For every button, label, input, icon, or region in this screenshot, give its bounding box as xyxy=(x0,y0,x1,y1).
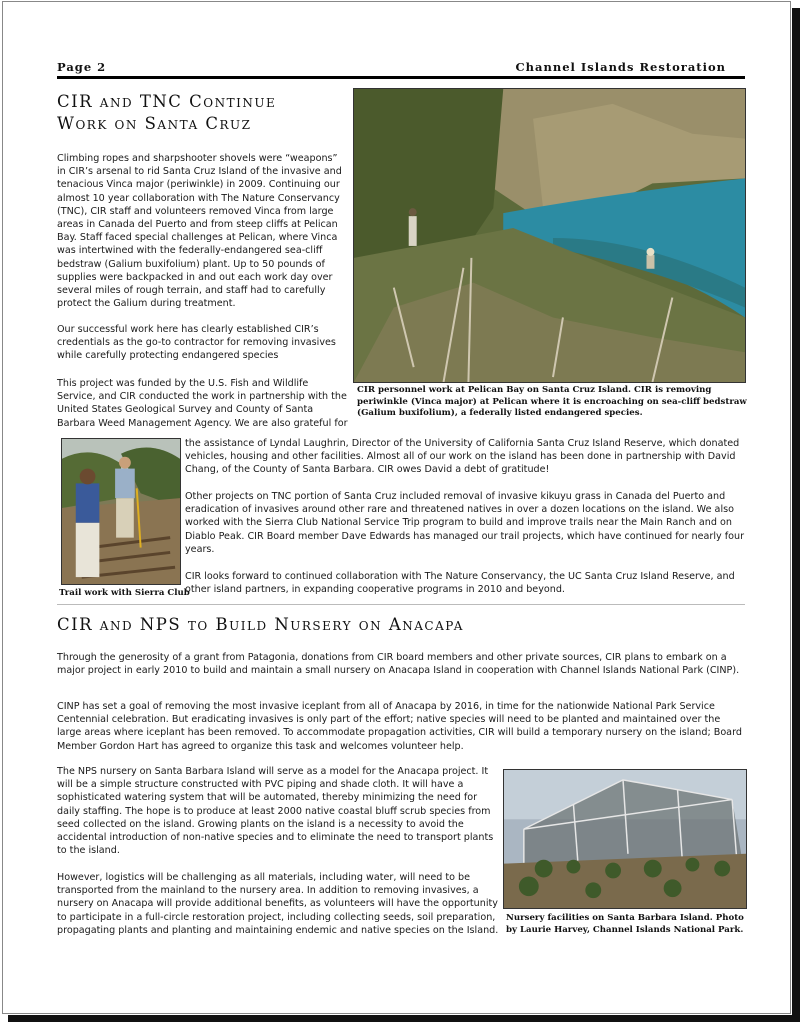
article2-paragraph-3: The NPS nursery on Santa Barbara Island will serve as a model for the Anacapa project. It will be a simple structure constructed with PVC piping and shade cloth. It will have a sophisticated watering system that will be automated, thereby minimizing the need for daily staffing. The hope is to produce at least 2000 native coastal bluff scrub species from seed collected on the island. Growing plants on the island is a necessity to avoid the accidental introduction of non-native species and to eliminate the need to transport plants to the island. xyxy=(57,766,494,857)
article2-paragraph-1: Through the generosity of a grant from Patagonia, donations from CIR board members and other private sources, CIR plans to embark on a major project in early 2010 to build and maintain a small nursery on Anacapa Island in cooperation with Channel Islands National Park (CINP). xyxy=(57,652,740,677)
page-shadow-bottom xyxy=(8,1015,800,1022)
trail-work-caption: Trail work with Sierra Club xyxy=(59,588,190,598)
article1-paragraph-3-continued: the assistance of Lyndal Laughrin, Director of the University of California Santa Cruz Island Reserve, which donated vehicles, housing and other facilities. Almost all of our work on the island has been done in partnership with David Chang, of the County of Santa Barbara. CIR owes David a debt of gratitude! xyxy=(185,438,740,476)
header-rule xyxy=(57,76,745,79)
pelican-bay-photo xyxy=(353,88,746,383)
pelican-bay-caption: CIR personnel work at Pelican Bay on Santa Cruz Island. CIR is removing periwinkle (Vinca major) at Pelican where it is encroaching on sea-cliff bedstraw (Galium buxifolium), a federally listed endangered species. xyxy=(357,385,747,418)
nursery-caption: Nursery facilities on Santa Barbara Island. Photo by Laurie Harvey, Channel Islands National Park. xyxy=(506,913,744,935)
article2-paragraph-2: CINP has set a goal of removing the most invasive iceplant from all of Anacapa by 2016, in time for the nationwide National Park Service Centennial celebration. But eradicating invasives is only part of the effort; native species will need to be planted and maintained over the large areas where iceplant has been removed. To accommodate propagation activities, CIR will build a temporary nursery on the island; Board Member Gordon Hart has agreed to organize this task and welcomes volunteer help. xyxy=(57,701,742,752)
section-divider xyxy=(57,604,745,605)
article1-paragraph-4: Other projects on TNC portion of Santa Cruz included removal of invasive kikuyu grass in Canada del Puerto and eradication of invasives around other rare and threatened natives in over a dozen locations on the island. We also worked with the Sierra Club National Service Trip program to build and improve trails near the Main Ranch and on Diablo Peak. CIR Board member Dave Edwards has managed our trail projects, which have continued for nearly four years. xyxy=(185,491,745,555)
article1-paragraph-5: CIR looks forward to continued collaboration with The Nature Conservancy, the UC Santa Cruz Island Reserve, and other island partners, in expanding cooperative programs in 2010 and beyond. xyxy=(185,571,735,596)
article1-paragraph-1: Climbing ropes and sharpshooter shovels were “weapons” in CIR’s arsenal to rid Santa Cruz Island of the invasive and tenacious Vinca major (periwinkle) in 2009. Continuing our almost 10 year collaboration with The Nature Conservancy (TNC), CIR staff and volunteers removed Vinca from large areas in Canada del Puerto and from steep cliffs at Pelican Bay. Staff faced special challenges at Pelican, where Vinca was intertwined with the federally-endangered sea-cliff bedstraw (Galium buxifolium) plant. Up to 50 pounds of supplies were backpacked in and out each work day over several miles of rough terrain, and staff had to carefully protect the Galium during treatment. xyxy=(57,153,342,310)
article1-title-line1: CIR and TNC Continue xyxy=(57,92,277,111)
article2-title: CIR and NPS to Build Nursery on Anacapa xyxy=(57,615,464,634)
article1-title-line2: Work on Santa Cruz xyxy=(57,114,252,133)
article2-paragraph-4: However, logistics will be challenging as all materials, including water, will need to be transported from the mainland to the nursery area. In addition to removing invasives, a nursery on Anacapa will provide additional benefits, as volunteers will have the opportunity to participate in a full-circle restoration project, including collecting seeds, soil preparation, propagating plants and planting and maintaining endemic and native species on the Island. xyxy=(57,872,499,936)
trail-work-photo xyxy=(61,438,181,585)
page-shadow-right xyxy=(792,8,800,1022)
newsletter-name: Channel Islands Restoration xyxy=(515,60,726,74)
page-number: Page 2 xyxy=(57,60,107,74)
article1-paragraph-3: This project was funded by the U.S. Fish and Wildlife Service, and CIR conducted the work in partnership with the United States Geological Survey and County of Santa Barbara Weed Management Agency. We are also grateful for xyxy=(57,378,348,429)
nursery-photo xyxy=(503,769,747,909)
article1-paragraph-2: Our successful work here has clearly established CIR’s credentials as the go-to contractor for removing invasives while carefully protecting endangered species xyxy=(57,324,336,362)
